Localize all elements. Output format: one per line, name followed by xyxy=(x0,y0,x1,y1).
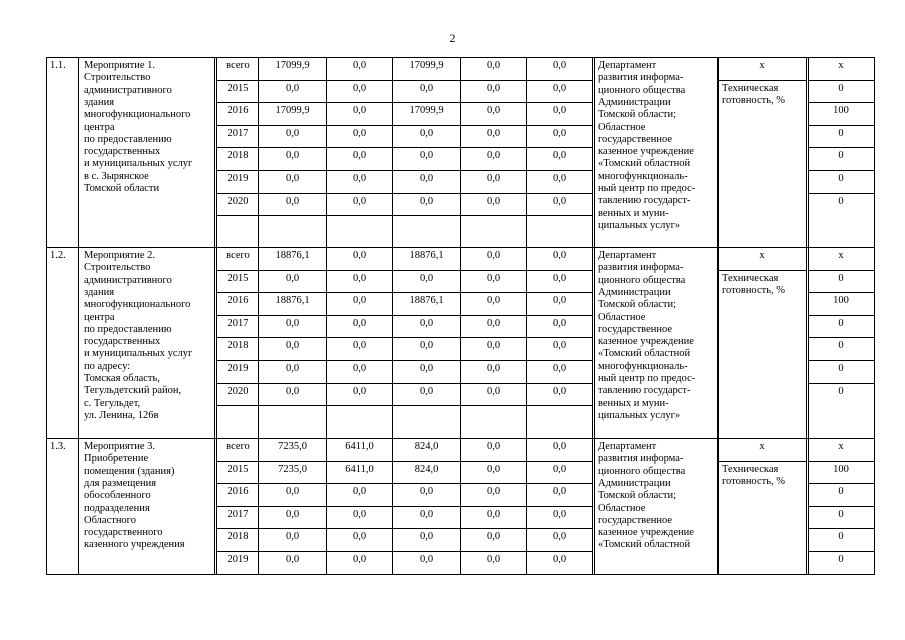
period-label: 2019 xyxy=(227,173,249,184)
period-label: всего xyxy=(226,441,250,452)
row-line xyxy=(216,80,593,81)
activity-name-line: ул. Ленина, 126в xyxy=(84,409,159,421)
target-value: 0 xyxy=(838,195,844,207)
executor-line: ципальных услуг» xyxy=(598,219,681,231)
row-line xyxy=(216,215,593,216)
target-value: 0 xyxy=(838,340,844,352)
row-line xyxy=(718,461,807,462)
row-line xyxy=(216,528,593,529)
target-value: 0 xyxy=(838,82,844,94)
executor-line: многофункциональ- xyxy=(598,170,688,182)
indicator-label-line: Техническая xyxy=(722,463,779,475)
activity-name-line: в с. Зырянское xyxy=(84,170,149,182)
budget-value: 0,0 xyxy=(552,82,567,94)
row-line xyxy=(808,461,874,462)
activity-name-line: Тегульдетский район, xyxy=(84,385,182,397)
period-label: 2015 xyxy=(227,272,249,284)
budget-value: 0,0 xyxy=(352,127,367,139)
executor-line: Областное xyxy=(598,121,646,133)
row-line xyxy=(808,80,874,81)
executor-line: ципальных услуг» xyxy=(598,409,681,421)
budget-value: 0,0 xyxy=(419,127,434,139)
item-number: 1.3. xyxy=(50,441,66,452)
budget-value: 18876,1 xyxy=(409,250,444,261)
budget-value: 0,0 xyxy=(486,340,501,352)
budget-value: 0,0 xyxy=(352,105,367,117)
activity-name-line: государственного xyxy=(84,527,163,539)
budget-value: 0,0 xyxy=(285,486,300,498)
indicator-label-line: Техническая xyxy=(722,272,779,284)
executor-line: развития информа- xyxy=(598,262,684,274)
budget-value: 0,0 xyxy=(486,105,501,117)
row-line xyxy=(808,551,874,552)
budget-value: 0,0 xyxy=(285,82,300,94)
block-separator xyxy=(46,247,874,248)
budget-value: 0,0 xyxy=(486,150,501,162)
executor-line: «Томский областной xyxy=(598,348,691,360)
budget-value: 0,0 xyxy=(285,317,300,329)
budget-value: 0,0 xyxy=(486,295,501,307)
period-label: 2015 xyxy=(227,463,249,475)
budget-value: 0,0 xyxy=(552,508,567,520)
executor-line: Администрации xyxy=(598,96,671,108)
executor-line: ный центр по предос- xyxy=(598,373,696,384)
budget-value: 6411,0 xyxy=(345,441,374,452)
activity-name-line: и муниципальных услуг xyxy=(84,158,193,170)
row-line xyxy=(216,147,593,148)
budget-value: 0,0 xyxy=(285,531,300,543)
executor-line: Томской области; xyxy=(598,109,677,121)
executor-line: Областное xyxy=(598,311,646,323)
row-line xyxy=(216,315,593,316)
budget-value: 0,0 xyxy=(419,531,434,543)
period-label: 2016 xyxy=(227,295,249,307)
budget-value: 0,0 xyxy=(352,150,367,162)
target-value: х xyxy=(838,250,844,261)
indicator-label-line: Техническая xyxy=(722,82,779,94)
budget-value: 0,0 xyxy=(552,127,567,139)
executor-line: развития информа- xyxy=(598,453,684,465)
budget-value: 0,0 xyxy=(486,317,501,329)
executor-line: ционного общества xyxy=(598,84,686,96)
budget-value: 0,0 xyxy=(352,60,367,71)
budget-value: 0,0 xyxy=(352,486,367,498)
period-label: 2020 xyxy=(227,385,249,397)
indicator-label-line: готовность, % xyxy=(722,284,785,296)
executor-line: Департамент xyxy=(598,441,657,452)
period-label: 2019 xyxy=(227,363,249,374)
activity-name-line: казенного учреждения xyxy=(84,539,185,551)
budget-value: 0,0 xyxy=(285,173,300,184)
budget-value: 0,0 xyxy=(419,173,434,184)
row-line xyxy=(808,483,874,484)
column-divider xyxy=(78,57,79,574)
target-value: 0 xyxy=(838,508,844,520)
period-label: 2018 xyxy=(227,340,249,352)
budget-value: 0,0 xyxy=(352,531,367,543)
row-line xyxy=(808,506,874,507)
activity-name-line: по предоставлению xyxy=(84,133,172,145)
row-line xyxy=(216,270,593,271)
budget-value: 0,0 xyxy=(285,554,300,565)
budget-value: 0,0 xyxy=(285,363,300,374)
activity-name-line: административного xyxy=(84,274,172,286)
indicator-label-line: готовность, % xyxy=(722,475,785,487)
budget-value: 0,0 xyxy=(419,554,434,565)
budget-table xyxy=(46,57,875,575)
budget-value: 0,0 xyxy=(352,554,367,565)
row-line xyxy=(808,125,874,126)
row-line xyxy=(216,405,593,406)
budget-value: 0,0 xyxy=(486,554,501,565)
activity-name-line: с. Тегульдет, xyxy=(84,397,141,409)
target-value: 0 xyxy=(838,486,844,498)
budget-value: 0,0 xyxy=(419,317,434,329)
budget-value: 0,0 xyxy=(352,363,367,374)
budget-value: 0,0 xyxy=(419,272,434,284)
executor-line: ционного общества xyxy=(598,465,686,477)
period-label: 2017 xyxy=(227,127,249,139)
executor-line: венных и муни- xyxy=(598,397,669,409)
target-value: 100 xyxy=(833,105,849,117)
budget-value: 17099,9 xyxy=(409,105,444,117)
budget-value: 0,0 xyxy=(552,463,567,475)
budget-value: 6411,0 xyxy=(345,463,374,475)
period-label: 2018 xyxy=(227,150,249,162)
target-value: 100 xyxy=(833,295,849,307)
executor-line: Томской области; xyxy=(598,490,677,502)
budget-value: 0,0 xyxy=(486,385,501,397)
activity-name-line: центра xyxy=(84,311,115,323)
column-divider xyxy=(718,57,719,574)
budget-value: 0,0 xyxy=(486,531,501,543)
budget-value: 0,0 xyxy=(552,363,567,374)
row-line xyxy=(808,102,874,103)
budget-value: 0,0 xyxy=(419,385,434,397)
target-value: 0 xyxy=(838,173,844,184)
budget-value: 17099,9 xyxy=(275,60,310,71)
executor-line: тавлению государст- xyxy=(598,385,691,397)
activity-name-line: государственных xyxy=(84,336,161,348)
executor-line: государственное xyxy=(598,514,673,526)
activity-name-line: Областного xyxy=(84,514,136,526)
budget-value: 18876,1 xyxy=(409,295,444,307)
activity-name-line: Мероприятие 2. xyxy=(84,250,156,261)
indicator-label-line: готовность, % xyxy=(722,94,785,106)
row-line xyxy=(718,80,807,81)
budget-value: 0,0 xyxy=(352,340,367,352)
budget-value: 18876,1 xyxy=(275,250,310,261)
budget-value: 0,0 xyxy=(486,272,501,284)
activity-name-line: многофункционального xyxy=(84,109,191,121)
indicator-value: х xyxy=(759,250,765,261)
budget-value: 0,0 xyxy=(486,127,501,139)
row-line xyxy=(808,292,874,293)
budget-value: 0,0 xyxy=(552,486,567,498)
activity-name-line: по предоставлению xyxy=(84,323,172,335)
executor-line: казенное учреждение xyxy=(598,146,694,158)
row-line xyxy=(718,270,807,271)
budget-value: 0,0 xyxy=(486,60,501,71)
executor-line: казенное учреждение xyxy=(598,336,694,348)
activity-name-line: обособленного xyxy=(84,490,151,502)
budget-value: 0,0 xyxy=(419,340,434,352)
budget-value: 824,0 xyxy=(414,463,439,475)
budget-value: 0,0 xyxy=(419,486,434,498)
budget-value: 0,0 xyxy=(552,385,567,397)
period-label: 2019 xyxy=(227,554,249,565)
row-line xyxy=(808,193,874,194)
row-line xyxy=(216,193,593,194)
executor-line: Областное xyxy=(598,502,646,514)
target-value: 0 xyxy=(838,363,844,374)
budget-value: 0,0 xyxy=(285,150,300,162)
budget-value: 0,0 xyxy=(352,385,367,397)
budget-value: 0,0 xyxy=(419,195,434,207)
row-line xyxy=(808,315,874,316)
period-label: всего xyxy=(226,250,250,261)
activity-name-line: помещения (здания) xyxy=(84,465,175,477)
budget-value: 0,0 xyxy=(352,250,367,261)
executor-line: казенное учреждение xyxy=(598,527,694,539)
activity-name-line: и муниципальных услуг xyxy=(84,348,193,360)
period-label: 2018 xyxy=(227,531,249,543)
row-line xyxy=(808,337,874,338)
target-value: х xyxy=(838,60,844,71)
row-line xyxy=(216,125,593,126)
activity-name-line: государственных xyxy=(84,146,161,158)
budget-value: 0,0 xyxy=(352,82,367,94)
row-line xyxy=(808,270,874,271)
row-line xyxy=(216,170,593,171)
executor-line: «Томский областной xyxy=(598,158,691,170)
executor-line: Департамент xyxy=(598,250,657,261)
budget-value: 0,0 xyxy=(352,295,367,307)
budget-value: 17099,9 xyxy=(275,105,310,117)
budget-value: 0,0 xyxy=(552,250,567,261)
budget-value: 0,0 xyxy=(419,150,434,162)
budget-value: 0,0 xyxy=(552,272,567,284)
executor-line: государственное xyxy=(598,133,673,145)
budget-value: 0,0 xyxy=(552,105,567,117)
budget-value: 0,0 xyxy=(552,295,567,307)
activity-name-line: здания xyxy=(84,96,115,108)
budget-value: 0,0 xyxy=(486,173,501,184)
executor-line: многофункциональ- xyxy=(598,360,688,372)
activity-name-line: административного xyxy=(84,84,172,96)
activity-name-line: Строительство xyxy=(84,72,151,84)
executor-line: ционного общества xyxy=(598,274,686,286)
budget-value: 0,0 xyxy=(352,272,367,284)
activity-name-line: для размещения xyxy=(84,477,157,489)
budget-value: 0,0 xyxy=(552,150,567,162)
activity-name-line: по адресу: xyxy=(84,360,131,372)
target-value: 0 xyxy=(838,531,844,543)
row-line xyxy=(216,551,593,552)
budget-value: 0,0 xyxy=(486,441,501,452)
row-line xyxy=(216,483,593,484)
activity-name-line: многофункционального xyxy=(84,299,191,311)
budget-value: 0,0 xyxy=(552,173,567,184)
row-line xyxy=(808,528,874,529)
page-number: 2 xyxy=(449,31,456,45)
row-line xyxy=(216,461,593,462)
block-separator xyxy=(46,438,874,439)
budget-value: 0,0 xyxy=(285,340,300,352)
row-line xyxy=(216,102,593,103)
budget-value: 0,0 xyxy=(552,531,567,543)
budget-value: 0,0 xyxy=(552,554,567,565)
target-value: 0 xyxy=(838,385,844,397)
budget-value: 0,0 xyxy=(419,82,434,94)
budget-value: 824,0 xyxy=(414,441,439,452)
activity-name-line: здания xyxy=(84,286,115,298)
executor-line: Департамент xyxy=(598,60,657,71)
budget-value: 0,0 xyxy=(285,272,300,284)
row-line xyxy=(216,383,593,384)
budget-value: 0,0 xyxy=(285,195,300,207)
row-line xyxy=(808,383,874,384)
executor-line: венных и муни- xyxy=(598,207,669,219)
budget-value: 0,0 xyxy=(486,486,501,498)
target-value: 0 xyxy=(838,272,844,284)
budget-value: 0,0 xyxy=(552,317,567,329)
row-line xyxy=(808,360,874,361)
target-value: 0 xyxy=(838,150,844,162)
budget-value: 7235,0 xyxy=(278,463,307,475)
executor-line: Томской области; xyxy=(598,299,677,311)
period-label: всего xyxy=(226,60,250,71)
executor-line: ный центр по предос- xyxy=(598,183,696,194)
budget-value: 0,0 xyxy=(486,82,501,94)
budget-value: 0,0 xyxy=(285,508,300,520)
row-line xyxy=(808,170,874,171)
period-label: 2016 xyxy=(227,486,249,498)
budget-value: 0,0 xyxy=(552,195,567,207)
column-divider xyxy=(594,57,595,574)
activity-name-line: Мероприятие 1. xyxy=(84,60,156,71)
budget-value: 0,0 xyxy=(419,363,434,374)
period-label: 2015 xyxy=(227,82,249,94)
budget-value: 0,0 xyxy=(486,508,501,520)
budget-value: 17099,9 xyxy=(409,60,444,71)
budget-value: 7235,0 xyxy=(278,441,307,452)
column-divider xyxy=(806,57,807,574)
executor-line: Администрации xyxy=(598,477,671,489)
budget-value: 0,0 xyxy=(552,441,567,452)
period-label: 2020 xyxy=(227,195,249,207)
budget-value: 0,0 xyxy=(486,463,501,475)
period-label: 2017 xyxy=(227,317,249,329)
indicator-value: х xyxy=(759,60,765,71)
indicator-value: х xyxy=(759,441,765,452)
item-number: 1.2. xyxy=(50,250,66,261)
budget-value: 0,0 xyxy=(352,173,367,184)
row-line xyxy=(216,337,593,338)
activity-name-line: подразделения xyxy=(84,502,150,514)
budget-value: 0,0 xyxy=(285,385,300,397)
budget-value: 0,0 xyxy=(486,250,501,261)
budget-value: 0,0 xyxy=(419,508,434,520)
activity-name-line: Томская область, xyxy=(84,373,160,384)
column-divider xyxy=(214,57,215,574)
executor-line: тавлению государст- xyxy=(598,195,691,207)
target-value: 0 xyxy=(838,127,844,139)
budget-value: 0,0 xyxy=(352,317,367,329)
period-label: 2016 xyxy=(227,105,249,117)
executor-line: развития информа- xyxy=(598,72,684,84)
row-line xyxy=(216,360,593,361)
target-value: 100 xyxy=(833,463,849,475)
budget-value: 0,0 xyxy=(285,127,300,139)
activity-name-line: Строительство xyxy=(84,262,151,274)
row-line xyxy=(216,506,593,507)
period-label: 2017 xyxy=(227,508,249,520)
budget-value: 0,0 xyxy=(552,60,567,71)
budget-value: 0,0 xyxy=(486,363,501,374)
target-value: 0 xyxy=(838,317,844,329)
activity-name-line: центра xyxy=(84,121,115,133)
budget-value: 0,0 xyxy=(552,340,567,352)
executor-line: Администрации xyxy=(598,286,671,298)
executor-line: «Томский областной xyxy=(598,539,691,551)
activity-name-line: Томской области xyxy=(84,183,160,194)
budget-value: 0,0 xyxy=(352,195,367,207)
activity-name-line: Приобретение xyxy=(84,453,149,465)
activity-name-line: Мероприятие 3. xyxy=(84,441,156,452)
executor-line: государственное xyxy=(598,323,673,335)
target-value: х xyxy=(838,441,844,452)
budget-value: 18876,1 xyxy=(275,295,310,307)
budget-value: 0,0 xyxy=(352,508,367,520)
row-line xyxy=(216,292,593,293)
row-line xyxy=(808,147,874,148)
target-value: 0 xyxy=(838,554,844,565)
budget-value: 0,0 xyxy=(486,195,501,207)
item-number: 1.1. xyxy=(50,60,66,71)
